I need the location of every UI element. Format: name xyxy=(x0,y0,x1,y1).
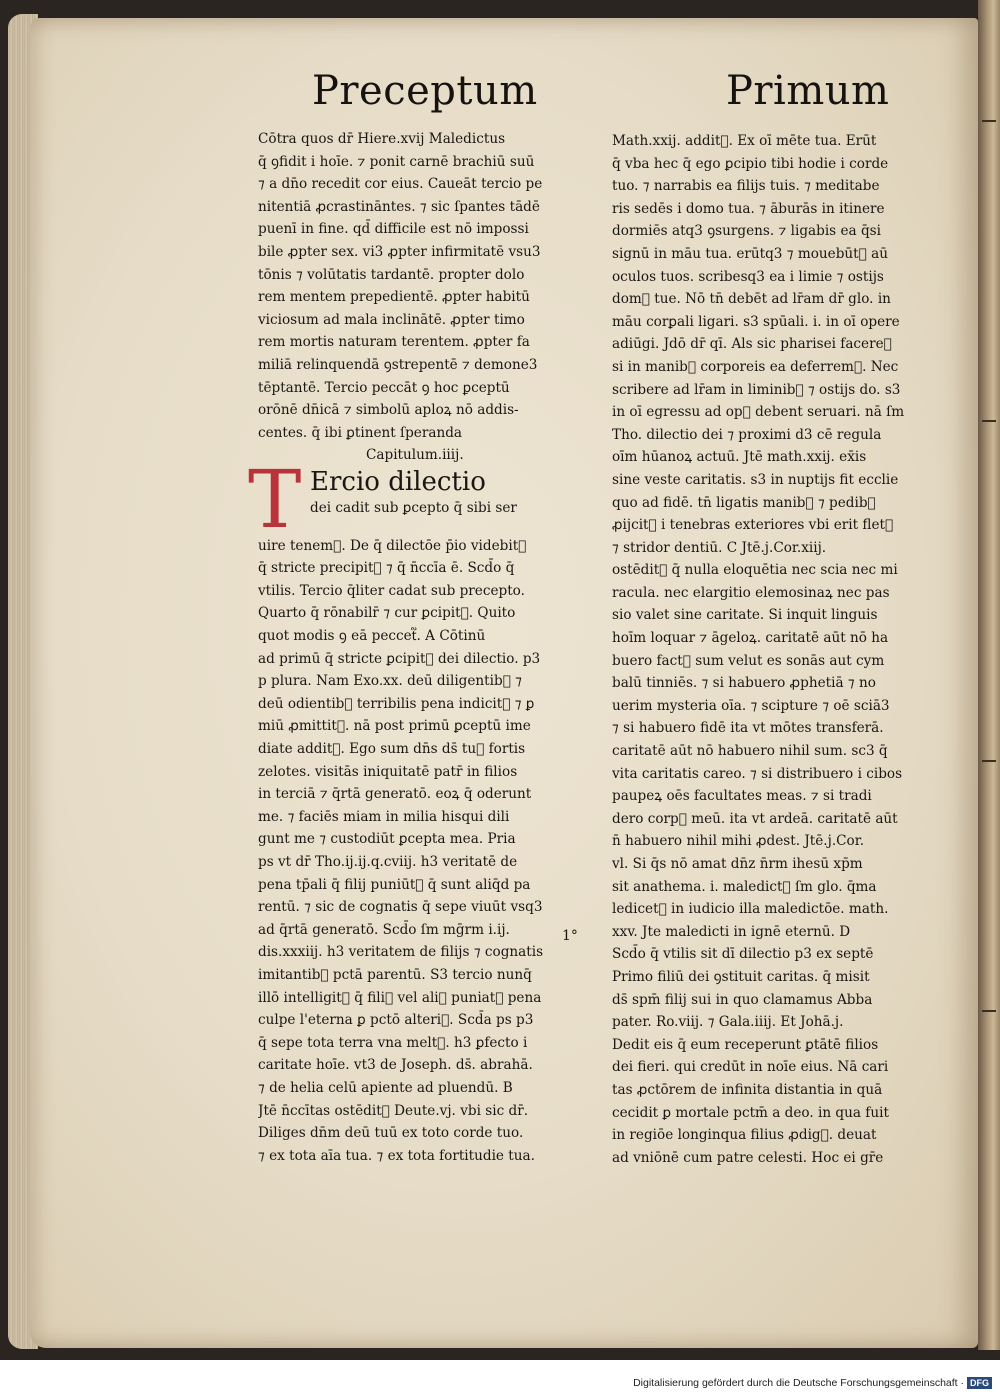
text-line: hoīm loquar ⁊ āgeloꝝ. caritatē aūt nō ha xyxy=(612,630,889,647)
text-line: quo ad fidē. tn̄ ligatis manib᷒ ⁊ pedib᷒ xyxy=(612,494,876,511)
initial-line-1: Ercio dilectio xyxy=(310,466,486,497)
text-line: diate addit᷑. Ego sum dn̄s ds̄ tu᷒ fortis xyxy=(258,741,526,758)
running-head-right: Primum xyxy=(726,68,890,114)
text-line: Tho. dilectio dei ⁊ proximi d3 cē regula xyxy=(612,426,882,443)
text-line: ostēdit᷑ q̄ nulla eloquētia nec scia nec mi xyxy=(612,562,898,579)
text-line: culpe l'eterna ꝑ pctō alteri᷒. Scd̄a ps p3 xyxy=(258,1012,534,1029)
text-line: tōnis ⁊ volūtatis tardantē. propter dolo xyxy=(258,266,525,283)
text-line: Jtē n̄ccītas ostēdit᷑ Deute.vj. vbi sic dr̄. xyxy=(258,1102,529,1119)
left-column-chapter-text xyxy=(258,535,570,1168)
funding-credit: Digitalisierung gefördert durch die Deutsche Forschungsgemeinschaft · xyxy=(633,1377,964,1389)
text-line: balū tinniēs. ⁊ si habuero ꝓphetiā ⁊ no xyxy=(612,675,876,692)
text-line: tēptantē. Tercio peccāt ꝯ hoc ꝑceptū xyxy=(258,379,510,396)
spine-mark xyxy=(982,120,996,122)
text-line: caritate hoīe. vt3 de Joseph. ds̄. abrahā. xyxy=(258,1057,533,1074)
text-line: q̄ stricte precipit᷑ ⁊ q̄ n̄ccīa ē. Scd̄o q̄ xyxy=(258,560,515,577)
text-line: me. ⁊ faciēs miam in milia hisqui dili xyxy=(258,808,510,825)
text-line: paupeꝝ oēs facultates meas. ⁊ si tradi xyxy=(612,788,872,805)
text-line: quot modis ꝯ eā peccet᷑. A Cōtinū xyxy=(258,628,486,645)
text-line: oculos tuos. scribesq3 ea i limie ⁊ ostijs xyxy=(612,268,884,285)
running-head-left: Preceptum xyxy=(312,68,538,114)
text-line: caritatē aūt nō habuero nihil sum. sc3 q̄ xyxy=(612,743,888,760)
text-line: tuo. ⁊ narrabis ea filijs tuis. ⁊ meditabe xyxy=(612,178,880,195)
text-line: in oī egressu ad op᷒ debent seruari. nā ſm xyxy=(612,404,905,421)
text-line: rem mentem prepedientē. ꝓpter habitū xyxy=(258,289,530,306)
text-line: n̄ habuero nihil mihi ꝓdest. Jtē.j.Cor. xyxy=(612,833,865,850)
text-line: ⁊ ex tota aīa tua. ⁊ ex tota fortitudie tua. xyxy=(258,1147,535,1164)
text-line: bile ꝓpter sex. vi3 ꝓpter infirmitatē vsu3 xyxy=(258,243,541,260)
text-line: māu corꝑali ligari. s3 spūali. i. in oī opere xyxy=(612,313,900,330)
text-line: in terciā ⁊ q̄rtā generatō. eoꝝ q̄ oderunt xyxy=(258,786,532,803)
text-line: rentū. ⁊ sic de cognatis q̄ sepe viuūt vsq3 xyxy=(258,899,543,916)
text-line: adiūgi. Jdō dr̄ qī. Als sic pharisei facere᷑ xyxy=(612,336,892,353)
initial-line-2: dei cadit sub ꝑcepto q̄ sibi ser xyxy=(310,499,517,516)
text-line: rem mortis naturam terentem. ꝓpter fa xyxy=(258,334,530,351)
text-line: sit anathema. i. maledict᷒ ſm glo. q̄ma xyxy=(612,878,877,895)
right-text-column xyxy=(612,130,912,1169)
rubricated-initial: T xyxy=(248,452,302,546)
text-line: vita caritatis careo. ⁊ si distribuero i cibos xyxy=(612,765,903,782)
text-line: ledicet᷑ in iudicio illa maledictōe. math. xyxy=(612,901,889,918)
text-line: nitentiā ꝓcrastināntes. ⁊ sic ſpantes tādē xyxy=(258,198,540,215)
text-line: vl. Si q̄s nō amat dn̄z n̄rm ihesū xp̄m xyxy=(612,856,863,872)
text-line: illō intelligit᷑ q̄ fili᷒ vel ali᷒ puniat᷑ pena xyxy=(258,989,542,1006)
text-line: ⁊ de helia celū apiente ad pluendū. B xyxy=(258,1079,513,1096)
text-line: ⁊ stridor dentiū. C Jtē.j.Cor.xiij. xyxy=(612,539,827,556)
text-line: dom᷒ tue. Nō tn̄ debēt ad lr̄am dr̄ glo. in xyxy=(612,291,891,308)
text-line: Cōtra quos dr̄ Hiere.xvij Maledictus xyxy=(258,131,506,147)
facing-page-edge xyxy=(978,0,1000,1350)
text-line: ꝓijcit᷑ i tenebras exteriores vbi erit flet᷒ xyxy=(612,517,894,534)
text-line: tas ꝓctōrem de infinita distantia in quā xyxy=(612,1081,883,1098)
text-line: Quarto q̄ rōnabilr̄ ⁊ cur ꝑcipit᷑. Quito xyxy=(258,605,516,622)
text-line: ad q̄rtā generatō. Scd̄o ſm mḡrm i.ij. xyxy=(258,921,510,938)
text-line: ds̄ spm̄ filij sui in quo clamamus Abba xyxy=(612,991,873,1008)
text-line: ad primū q̄ stricte ꝑcipit᷑ dei dilectio. p3 xyxy=(258,650,541,667)
spine-mark xyxy=(982,420,996,422)
text-line: oīm hūanoꝝ actuū. Jtē math.xxij. ex̄is xyxy=(612,449,867,466)
text-line: orōnē dn̄icā ⁊ simbolū aploꝝ nō addis- xyxy=(258,402,519,419)
text-line: scribere ad lr̄am in liminib᷒ ⁊ ostijs do. s3 xyxy=(612,381,901,398)
text-line: pater. Ro.viij. ⁊ Gala.iiij. Et Johā.j. xyxy=(612,1014,844,1031)
text-line: racula. nec elargitio elemosinaꝝ nec pas xyxy=(612,584,890,601)
text-line: viciosum ad mala inclinātē. ꝓpter timo xyxy=(258,311,525,328)
text-line: xxv. Jte maledicti in ignē eternū. D xyxy=(612,923,851,940)
text-line: ⁊ si habuero fidē ita vt mōtes transferā. xyxy=(612,720,884,737)
text-line: sio valet sine caritate. Si inquit linguis xyxy=(612,607,878,624)
text-line: ⁊ a dn̄o recedit cor eius. Caueāt tercio pe xyxy=(258,176,543,193)
text-line: puenī in fine. qd̄ difficile est nō impossi xyxy=(258,221,529,238)
text-line: uerim mysteria oīa. ⁊ scipture ⁊ oē sciā3 xyxy=(612,697,890,714)
text-line: q̄ ꝯfidit i hoīe. ⁊ ponit carnē brachiū suū xyxy=(258,153,535,170)
text-line: p plura. Nam Exo.xx. deū diligentib᷒ ⁊ xyxy=(258,673,522,690)
text-line: Math.xxij. addit᷑. Ex oī mēte tua. Erūt xyxy=(612,133,877,149)
text-line: zelotes. visitās iniquitatē patr̄ in filios xyxy=(258,763,518,780)
text-line: deū odientib᷒ terribilis pena indicit᷑ ⁊ ꝑ xyxy=(258,695,535,712)
text-line: miliā relinquendā ꝯstrepentē ⁊ demone3 xyxy=(258,356,538,373)
text-line: cecidit ꝑ mortale pctm̄ a deo. in qua fuit xyxy=(612,1104,889,1121)
text-line: sine veste caritatis. s3 in nuptijs fit ecclie xyxy=(612,471,899,488)
text-line: vtilis. Tercio q̄liter cadat sub precepto. xyxy=(258,582,525,599)
left-text-column xyxy=(248,128,570,1167)
text-line: q̄ sepe tota terra vna melt᷑. h3 ꝑfecto i xyxy=(258,1034,528,1051)
text-line: Primo filiū dei ꝯstituit caritas. q̄ misit xyxy=(612,968,870,985)
text-line: Scd̄o q̄ vtilis sit dī dilectio p3 ex septē xyxy=(612,946,874,963)
spine-mark xyxy=(982,1010,996,1012)
text-line: ris sedēs i domo tua. ⁊ āburās in itinere xyxy=(612,200,885,217)
text-line: buero fact᷒ sum velut es sonās aut cym xyxy=(612,652,885,669)
text-line: pena tp̄ali q̄ filij puniūt᷑ q̄ sunt aliq̄d pa xyxy=(258,876,531,893)
margin-mark: 1° xyxy=(562,928,578,944)
text-line: uire tenem᷑. De q̄ dilectōe p̄io videbit᷑ xyxy=(258,537,527,554)
text-line: dis.xxxiij. h3 veritatem de filijs ⁊ cognatis xyxy=(258,944,544,961)
text-line: gunt me ⁊ custodiūt ꝑcepta mea. Pria xyxy=(258,831,516,848)
text-line: q̄ vba hec q̄ ego ꝑcipio tibi hodie i corde xyxy=(612,155,889,172)
text-line: imitantib᷒ pctā parentū. S3 tercio nunq̄ xyxy=(258,966,532,983)
text-line: ad vniōnē cum patre celesti. Hoc ei gr̄e xyxy=(612,1149,884,1166)
text-line: signū in māu tua. erūtq3 ⁊ mouebūt᷑ aū xyxy=(612,245,888,262)
dfg-logo: DFG xyxy=(967,1377,992,1389)
text-line: ps vt dr̄ Tho.ij.ij.q.cviij. h3 veritatē de xyxy=(258,854,518,871)
left-column-paragraph xyxy=(258,128,570,444)
text-line: si in manib᷒ corporeis ea deferrem᷒. Nec xyxy=(612,358,899,375)
text-line: Dedit eis q̄ eum receperunt ꝑtātē filios xyxy=(612,1036,879,1053)
spine-mark xyxy=(982,760,996,762)
text-line: in regiōe longinqua filius ꝓdig᷒. deuat xyxy=(612,1127,877,1144)
text-line: dormiēs atq3 ꝯsurgens. ⁊ ligabis ea q̄si xyxy=(612,223,881,240)
text-line: dero corp᷒ meū. ita vt ardeā. caritatē aūt xyxy=(612,810,898,827)
text-line: miū ꝓmittit᷑. nā post primū ꝑceptū ime xyxy=(258,718,531,735)
text-line: centes. q̄ ibi ꝑtinent ſperanda xyxy=(258,424,462,441)
chapter-heading: Capitulum.iiij. xyxy=(366,447,464,464)
text-line: Diliges dn̄m deū tuū ex toto corde tuo. xyxy=(258,1125,524,1142)
text-line: dei fieri. qui credūt in noīe eius. Nā cari xyxy=(612,1059,889,1076)
